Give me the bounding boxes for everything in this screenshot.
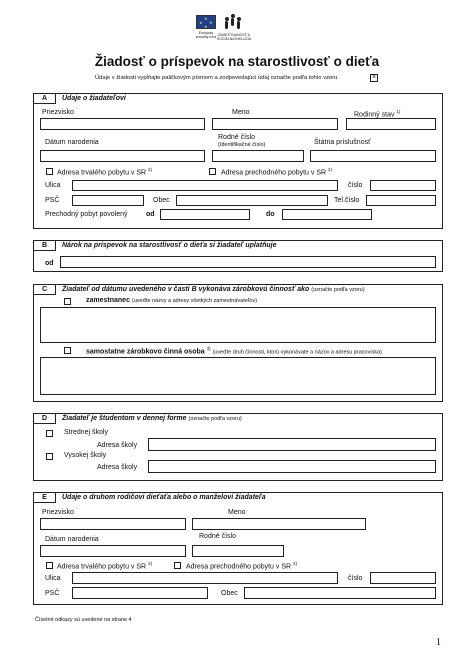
- logo-right-caption: ZAMESTNANOSŤ A SOCIÁLNA INKLÚZIA: [216, 33, 252, 41]
- e-psc-field[interactable]: [72, 587, 208, 599]
- e-priezvisko-label: Priezvisko: [42, 509, 74, 516]
- a-rodinny-stav-label: [354, 109, 400, 118]
- page-number: 1: [436, 637, 441, 648]
- section-e-title: Údaje o druhom rodičovi dieťaťa alebo o manželovi žiadateľa: [62, 494, 266, 501]
- e-adresa-trvaleho-label: [57, 561, 152, 570]
- e-ulica-label: Ulica: [45, 575, 61, 582]
- section-c-title: [62, 286, 365, 293]
- a-tel-cislo-field[interactable]: [366, 195, 436, 206]
- d-adresa-skoly-2-label: Adresa školy: [97, 464, 138, 471]
- a-identifikacne-cislo-label: (Identifikačné číslo): [218, 142, 266, 148]
- section-a-title: Údaje o žiadateľovi: [62, 95, 126, 102]
- e-datum-narodenia-field[interactable]: [40, 545, 186, 557]
- d-vysokej-label: Vysokej školy: [64, 452, 107, 459]
- a-adresa-trvaleho-label: [57, 167, 152, 176]
- c-zamestnanec-label: [86, 297, 257, 304]
- logo-left-caption: Európsky sociálny fond: [195, 31, 217, 39]
- d-adresa-skoly-1-label: Adresa školy: [97, 442, 138, 449]
- e-ulica-field[interactable]: [72, 572, 338, 584]
- a-adresa-trvaleho-text: Adresa trvalého pobytu v SR: [57, 169, 147, 177]
- e-rodne-cislo-label: Rodné číslo: [199, 533, 236, 540]
- c-zamestnanec-note: (uveďte názvy a adresy všetkých zamestnávateľov): [131, 298, 258, 304]
- c-zamestnanec-text: zamestnanec: [86, 297, 130, 304]
- footnote-reference: Číselné odkazy sú uvedené na strane 4: [35, 617, 132, 623]
- a-meno-field[interactable]: [212, 118, 338, 130]
- a-rodne-cislo-label: Rodné číslo: [218, 134, 255, 141]
- page-title: Žiadosť o príspevok na starostlivosť o dieťa: [94, 54, 380, 69]
- e-meno-label: Meno: [228, 509, 246, 516]
- eu-flag-logo: ★ ★ ★ ★: [196, 15, 216, 29]
- e-cislo-field[interactable]: [370, 572, 436, 584]
- a-cislo-label: číslo: [348, 182, 363, 189]
- section-d-title-text: Žiadateľ je študentom v dennej forme: [62, 415, 187, 422]
- c-samostatne-text: samostatne zárobkovo činná osoba: [86, 348, 205, 356]
- a-adresa-trvaleho-checkbox[interactable]: [46, 168, 53, 175]
- c-samostatne-label: [86, 346, 382, 355]
- esf-people-logo: [222, 13, 244, 31]
- section-c-title-note: (označte podľa vzoru): [311, 287, 365, 293]
- a-rodinny-stav-ref: 1): [396, 109, 401, 114]
- a-od-field[interactable]: [160, 209, 250, 220]
- e-priezvisko-field[interactable]: [40, 518, 186, 530]
- d-stredne-checkbox[interactable]: [46, 430, 53, 437]
- a-cislo-field[interactable]: [370, 180, 436, 191]
- e-obec-field[interactable]: [244, 587, 436, 599]
- e-adresa-prechodneho-checkbox[interactable]: [174, 562, 181, 569]
- a-ulica-field[interactable]: [72, 180, 338, 191]
- section-c-letter: C: [34, 285, 56, 295]
- c-samostatne-checkbox[interactable]: [64, 347, 71, 354]
- a-prechodny-pobyt-label: Prechodný pobyt povolený: [45, 211, 128, 218]
- section-d-title-note: (označte podľa vzoru): [188, 416, 242, 422]
- instruction-text: Údaje v žiadosti vypĺňajte paličkovým písmom a zodpovedajúci údaj označte podľa tohto vzoru: [95, 75, 338, 81]
- sample-check-mark: ×: [371, 74, 377, 81]
- a-adresa-trvaleho-ref: 2): [148, 167, 153, 172]
- c-zamestnanec-checkbox[interactable]: [64, 298, 71, 305]
- e-adresa-trvaleho-ref: 2): [148, 561, 153, 566]
- a-datum-narodenia-field[interactable]: [40, 150, 205, 162]
- a-adresa-prechodneho-ref: 2): [328, 167, 333, 172]
- section-d-letter: D: [34, 414, 56, 424]
- d-vysokej-checkbox[interactable]: [46, 453, 53, 460]
- a-psc-label: PSČ: [45, 197, 60, 204]
- section-d-title: [62, 415, 242, 422]
- a-meno-label: Meno: [232, 109, 250, 116]
- a-psc-field[interactable]: [72, 195, 144, 206]
- e-adresa-prechodneho-text: Adresa prechodného pobytu v SR: [186, 563, 292, 571]
- e-meno-field[interactable]: [192, 518, 366, 530]
- c-samostatne-field[interactable]: [40, 357, 436, 395]
- a-do-field[interactable]: [282, 209, 372, 220]
- a-od-label: od: [146, 211, 155, 218]
- e-obec-label: Obec: [221, 590, 238, 597]
- b-od-label: od: [45, 260, 54, 267]
- a-do-label: do: [266, 211, 275, 218]
- a-datum-narodenia-label: Dátum narodenia: [45, 139, 99, 146]
- c-samostatne-ref: 3): [206, 346, 211, 351]
- e-adresa-prechodneho-ref: 2): [293, 561, 298, 566]
- a-priezvisko-label: Priezvisko: [42, 109, 74, 116]
- a-obec-field[interactable]: [176, 195, 328, 206]
- e-psc-label: PSČ: [45, 590, 60, 597]
- e-datum-narodenia-label: Dátum narodenia: [45, 536, 99, 543]
- a-obec-label: Obec: [153, 197, 170, 204]
- section-b-title: Nárok na príspevok na starostlivosť o dieťa si žiadateľ uplatňuje: [62, 242, 277, 249]
- a-rodne-cislo-field[interactable]: [212, 150, 304, 162]
- a-rodinny-stav-field[interactable]: [346, 118, 436, 130]
- section-e-letter: E: [34, 493, 56, 503]
- d-stredne-label: Strednej školy: [64, 429, 108, 436]
- e-adresa-trvaleho-checkbox[interactable]: [46, 562, 53, 569]
- section-c-title-text: Žiadateľ od dátumu uvedeného v časti B vykonáva zárobkovú činnosť ako: [62, 286, 310, 293]
- c-zamestnanec-field[interactable]: [40, 307, 436, 343]
- d-adresa-skoly-2-field[interactable]: [148, 460, 436, 473]
- c-samostatne-note: (uveďte druh činnosti, ktorú vykonávate a názov a adresu pracoviska): [212, 349, 382, 356]
- section-a-letter: A: [34, 94, 56, 104]
- a-tel-cislo-label: Tel.číslo: [334, 197, 360, 204]
- a-adresa-prechodneho-checkbox[interactable]: [209, 168, 216, 175]
- e-adresa-prechodneho-label: [186, 561, 297, 570]
- a-rodinny-stav-text: Rodinný stav: [354, 111, 395, 119]
- e-cislo-label: číslo: [348, 575, 363, 582]
- d-adresa-skoly-1-field[interactable]: [148, 438, 436, 451]
- e-rodne-cislo-field[interactable]: [192, 545, 284, 557]
- b-od-field[interactable]: [60, 256, 436, 268]
- a-statna-prislusnost-label: Štátna príslušnosť: [314, 139, 371, 146]
- section-b-letter: B: [34, 241, 56, 251]
- a-priezvisko-field[interactable]: [40, 118, 205, 130]
- a-statna-prislusnost-field[interactable]: [310, 150, 436, 162]
- e-adresa-trvaleho-text: Adresa trvalého pobytu v SR: [57, 563, 147, 571]
- a-adresa-prechodneho-text: Adresa prechodného pobytu v SR: [221, 169, 327, 177]
- a-adresa-prechodneho-label: [221, 167, 332, 176]
- a-ulica-label: Ulica: [45, 182, 61, 189]
